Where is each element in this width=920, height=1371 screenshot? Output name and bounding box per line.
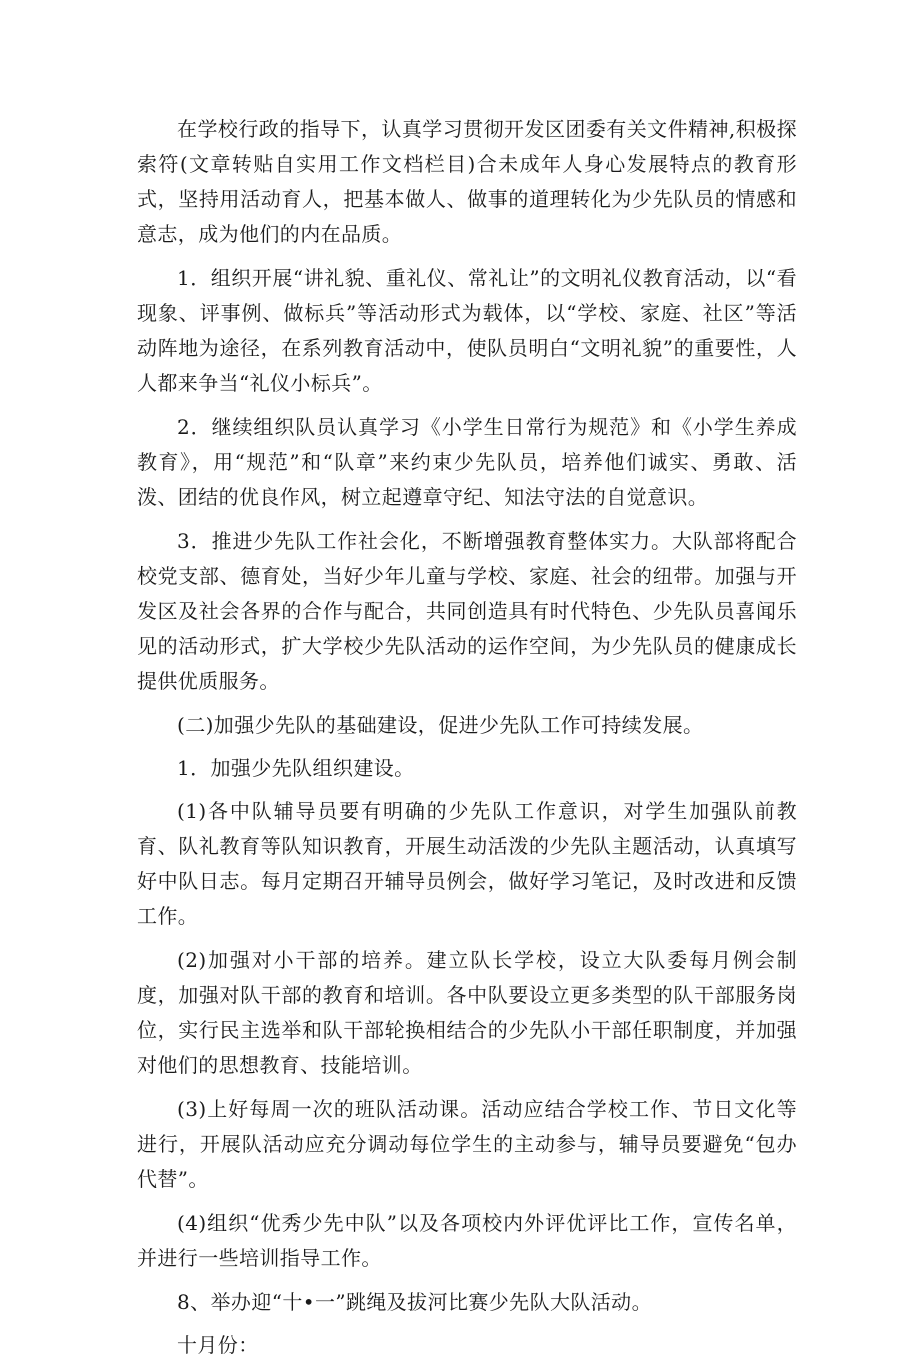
paragraph-intro: 在学校行政的指导下，认真学习贯彻开发区团委有关文件精神,积极探索符(文章转贴自实用工作文档栏目)合未成年人身心发展特点的教育形式，坚持用活动育人，把基本做人、做事的道理转化为少先队员的情感和意志，成为他们的内在品质。 xyxy=(137,117,797,246)
paragraph-item-3-socialization: 3．推进少先队工作社会化，不断增强教育整体实力。大队部将配合校党支部、德育处，当好少年儿童与学校、家庭、社会的纽带。加强与开发区及社会各界的合作与配合，共同创造具有时代特色、少先队员喜闻乐见的活动形式，扩大学校少先队活动的运作空间，为少先队员的健康成长提供优质服务。 xyxy=(137,529,797,693)
paragraph-sub-3: (3)上好每周一次的班队活动课。活动应结合学校工作、节日文化等进行，开展队活动应充分调动每位学生的主动参与，辅导员要避免“包办代替”。 xyxy=(137,1097,797,1191)
document-body xyxy=(137,112,797,1371)
month-heading-october: 十月份： xyxy=(177,1333,259,1357)
paragraph-sub-2: (2)加强对小干部的培养。建立队长学校，设立大队委每月例会制度，加强对队干部的教育和培训。各中队要设立更多类型的队干部服务岗位，实行民主选举和队干部轮换相结合的少先队小干部任职制度，并加强对他们的思想教育、技能培训。 xyxy=(137,948,797,1077)
paragraph-sub-1: (1)各中队辅导员要有明确的少先队工作意识，对学生加强队前教育、队礼教育等队知识教育，开展生动活泼的少先队主题活动，认真填写好中队日志。每月定期召开辅导员例会，做好学习笔记，及时改进和反馈工作。 xyxy=(137,799,797,928)
paragraph-sub-4: (4)组织“优秀少先中队”以及各项校内外评优评比工作，宣传名单，并进行一些培训指导工作。 xyxy=(137,1211,797,1270)
subheading-organization: 1．加强少先队组织建设。 xyxy=(177,756,415,780)
paragraph-item-8-event: 8、举办迎“十•一”跳绳及拔河比赛少先队大队活动。 xyxy=(177,1290,652,1314)
paragraph-item-1-etiquette: 1．组织开展“讲礼貌、重礼仪、常礼让”的文明礼仪教育活动，以“看现象、评事例、做标兵”等活动形式为载体，以“学校、家庭、社区”等活动阵地为途径，在系列教育活动中，使队员明白“文明礼貌”的重要性，人人都来争当“礼仪小标兵”。 xyxy=(137,266,797,395)
section-heading-foundation: (二)加强少先队的基础建设，促进少先队工作可持续发展。 xyxy=(177,713,704,737)
paragraph-item-2-norms: 2．继续组织队员认真学习《小学生日常行为规范》和《小学生养成教育》，用“规范”和“队章”来约束少先队员，培养他们诚实、勇敢、活泼、团结的优良作风，树立起遵章守纪、知法守法的自觉意识。 xyxy=(137,415,797,509)
